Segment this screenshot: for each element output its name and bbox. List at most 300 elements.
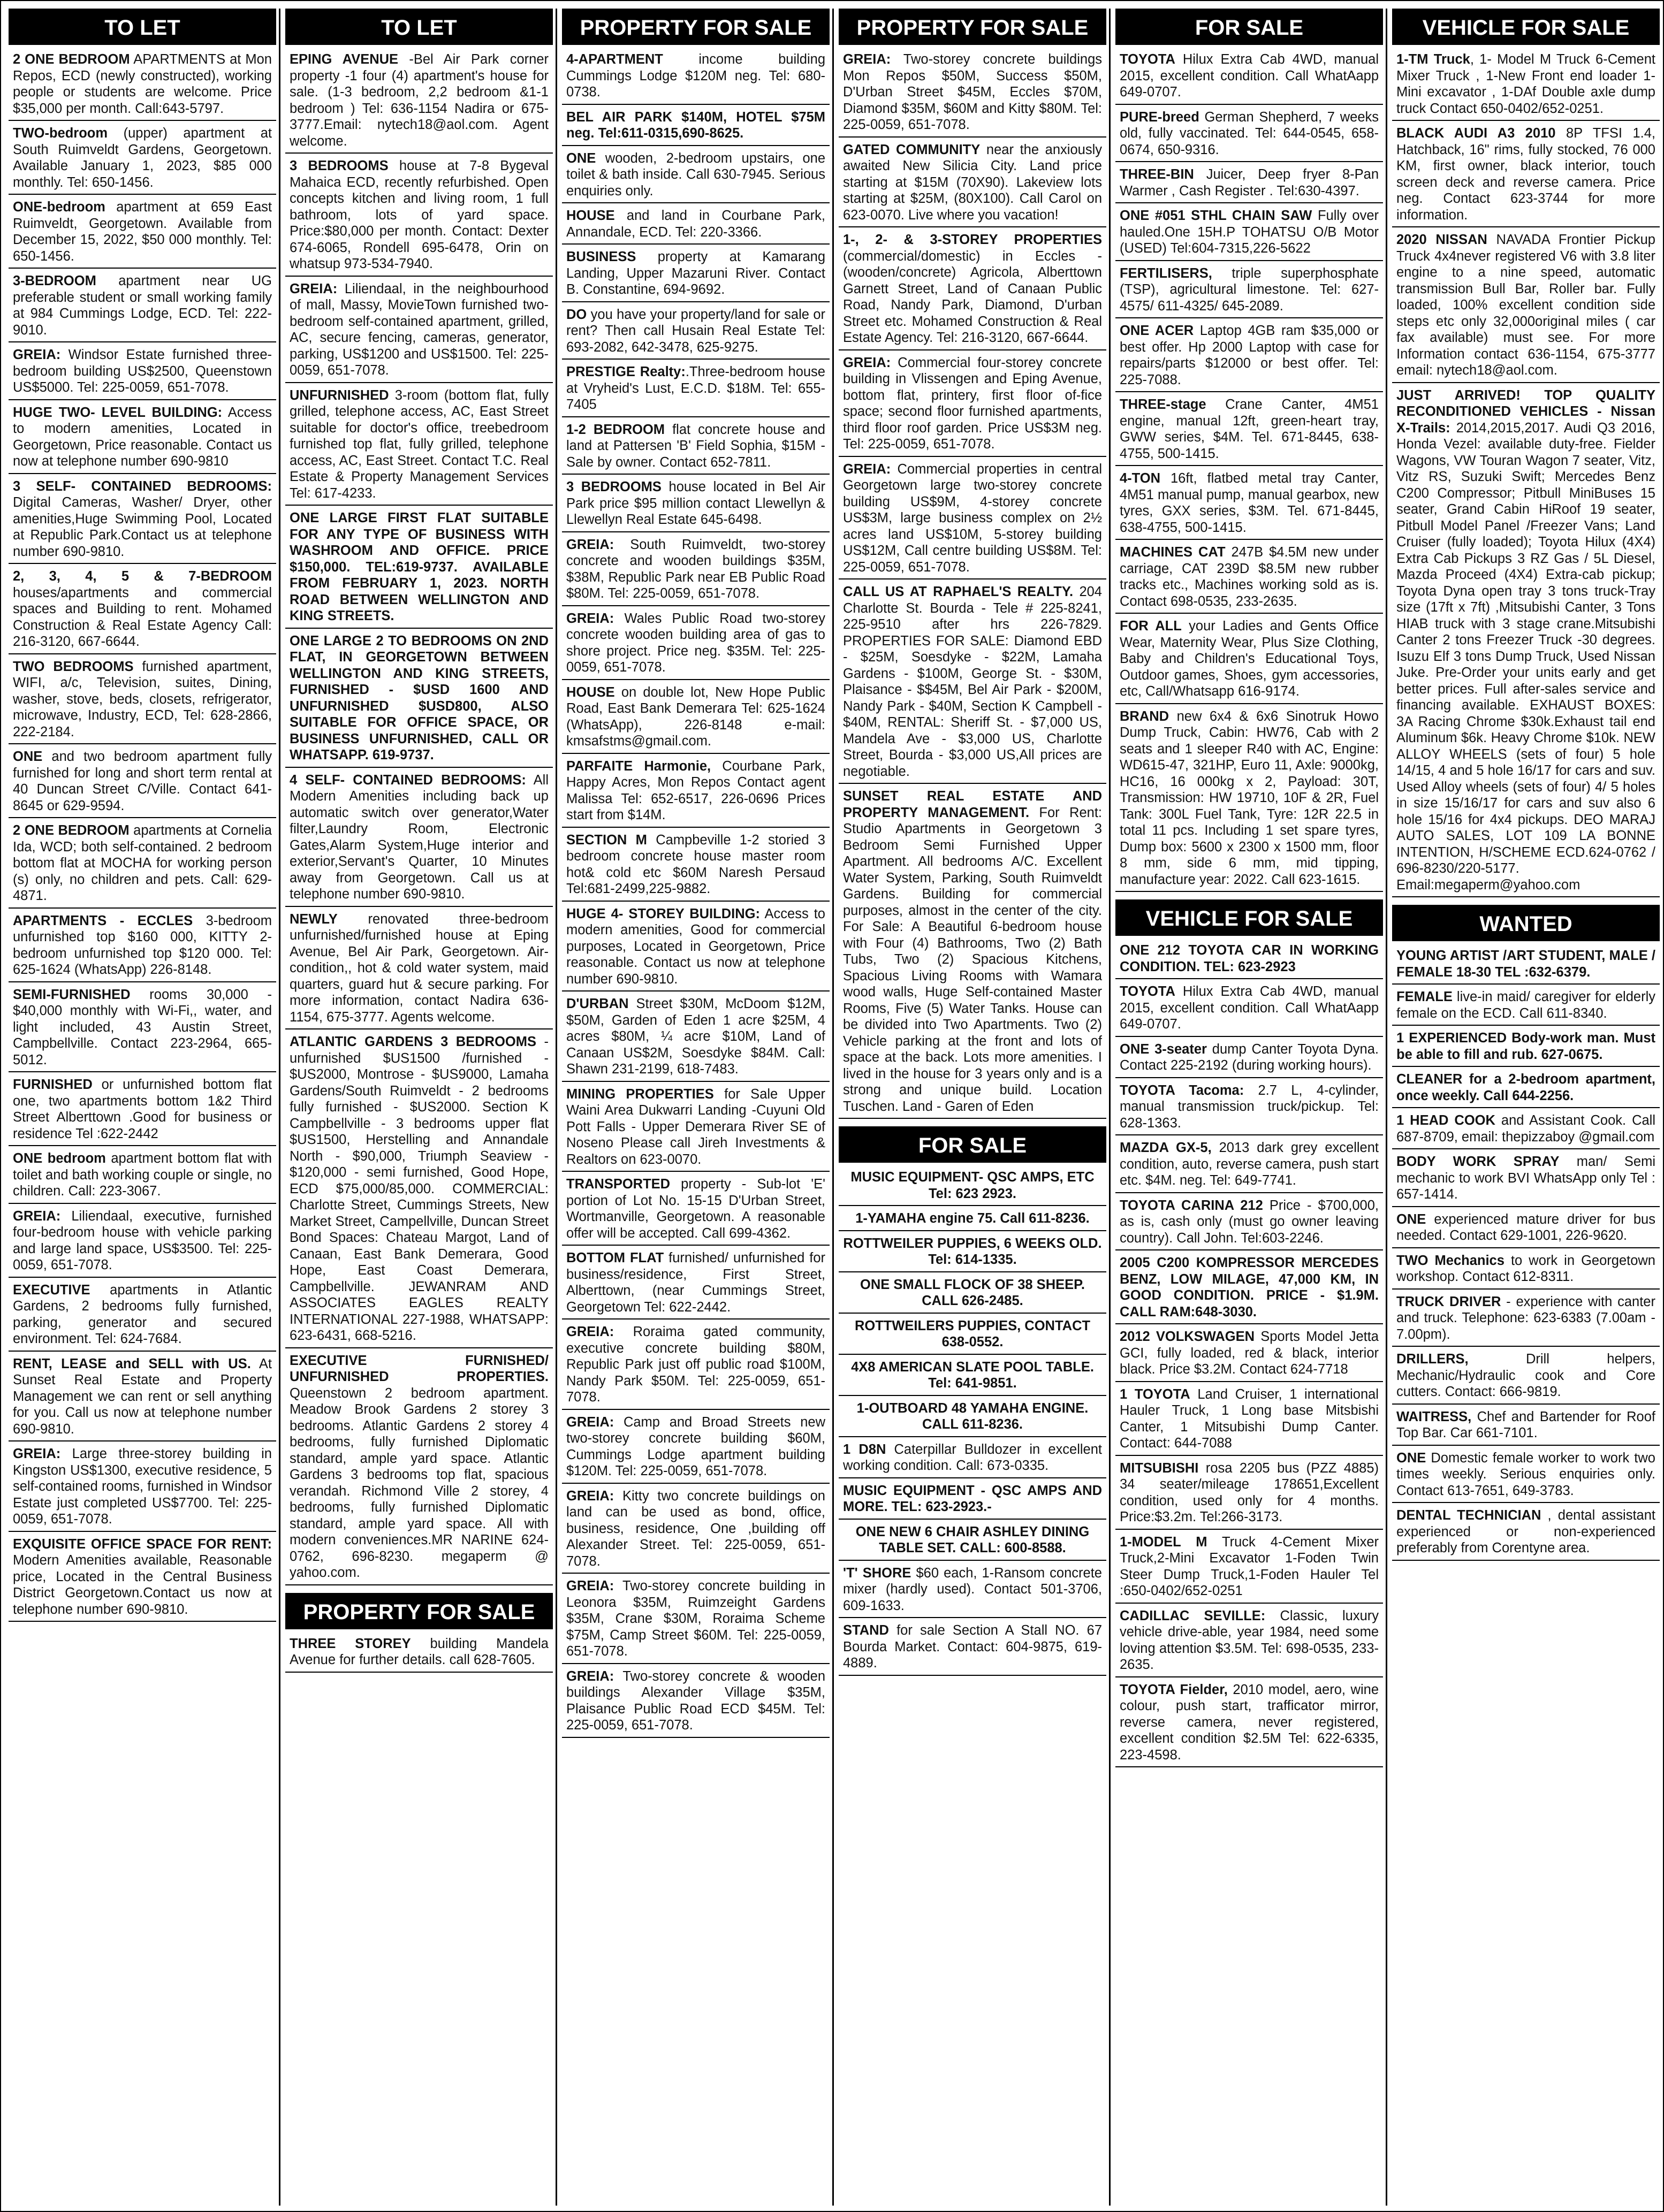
classified-ad bbox=[1115, 617, 1383, 704]
classified-ad bbox=[9, 50, 276, 121]
column-2 bbox=[285, 9, 553, 2206]
ad-text: Commercial properties in central Georgetown large two-storey concrete building US$9M, 4-storey concrete US$3M, large business complex on 2½ acres land US$10M, 5-storey building US$12M, Call centre building US$8M. Tel: 225-0059, 651-7078. bbox=[843, 461, 1102, 575]
classified-ad bbox=[839, 1399, 1106, 1437]
classified-ad bbox=[1115, 707, 1383, 893]
ad-lead: TOYOTA bbox=[1120, 984, 1175, 999]
ad-lead: EXECUTIVE bbox=[13, 1282, 90, 1298]
classified-ad bbox=[9, 403, 276, 474]
column-divider bbox=[1386, 9, 1387, 2206]
ad-text: Chef and Bartender for Roof Top Bar. Car 661-7101. bbox=[1396, 1409, 1655, 1440]
ad-lead: THREE-stage bbox=[1120, 397, 1206, 412]
ad-text: you have your property/land for sale or rent? Then call Husain Real Estate Tel: 693-2082, 642-3478, 625-9275. bbox=[566, 307, 825, 355]
ad-lead: EXQUISITE OFFICE SPACE FOR RENT: bbox=[13, 1536, 272, 1552]
ad-text: 2014,2015,2017. Audi Q3 2016, Honda Vezel: available duty-free. Fielder Wagons, VW Touran Wagon 7 seater, Vitz, Vitz RS, Suzuki Swift; Mercedes Benz C200 Compressor; Pitbull MiniBuses 15 seater, Grand Cabin HiRoof 19 seater, Pitbull Model Panel /Freezer Vans; Land Cruiser (fully loaded); Toyota Hilux (4X4) Extra Cab Pickups 3 RZ Gas / 5L Diesel, Mazda Proceed (4X4) Extra-cab pickup; Toyota Dyna open tray 3 tons truck-Tray size (17ft x 7ft) ,Mitsubishi Canter, 3 Tons HIAB truck with 3 stage crane.Mitsubishi Canter 2 tons Freezer Truck -30 degrees. Isuzu Elf 3 tons Dump Truck, Used Nissan Juke. Pre-Order your units early and get better prices. Full after-sales service and financing available. EXHAUST BOXES: 3A Racing Chrome $30k.Exhaust tail end Aluminum $6k. Heavy Chrome $10k. NEW ALLOY WHEELS (sets of four) 5 hole 14/15, 4 and 5 hole 16/17 for cars and suv. Used Alloy wheels (sets of four) 4/ 5 holes in size 15/16/17 for cars and suv also 6 hole 15/16 for 4x4 pickups. DEO MARAJ AUTO SALES, LOT 109 LA BONNE INTENTION, H/SCHEME ECD.624-0762 / 696-8230/220-5177. Email:megaperm@yahoo.com bbox=[1396, 420, 1655, 893]
classified-ad bbox=[562, 683, 830, 754]
ad-lead: MUSIC EQUIPMENT - QSC AMPS AND MORE. TEL: 623-2923.- bbox=[843, 1483, 1102, 1514]
classified-ad bbox=[839, 354, 1106, 457]
ad-lead: 3-BEDROOM bbox=[13, 273, 96, 288]
ad-text: income building Cummings Lodge $120M neg. Tel: 680-0738. bbox=[566, 52, 825, 100]
classified-ad bbox=[839, 583, 1106, 784]
ad-text: For Rent: Studio Apartments in Georgetown 3 Bedroom Semi Furnished Upper Apartment. All bedrooms A/C. Excellent Water System, Parking, South Ruimveldt Gardens. Building for commercial purposes, almost in the center of the city. For Sale: A Beautiful 6-bedroom house with Four (4) Bathrooms, Two (2) Bath Tubs, Two (2) Spacious Kitchens, Spacious Living Rooms with Wamara wood walls, Huge Self-contained Master Rooms, Five (5) Water Tanks. House can be divided into Two Apartments. Two (2) Vehicle parking at the front and lots of space at the back. Lots more amenities. I lived in the house for 3 years only and is a strong and unique build. Location Tuschen. Land - Garen of Eden bbox=[843, 805, 1102, 1114]
ad-text: 3-bedroom unfurnished top $160 000, KITTY 2-bedroom unfurnished top $120 000. Tel: 625-1624 (WhatsApp) 226-8148. bbox=[13, 913, 272, 977]
classified-ad bbox=[1392, 386, 1660, 898]
classified-ad bbox=[1392, 1449, 1660, 1504]
classified-ad bbox=[9, 747, 276, 818]
ad-lead: 1 HEAD COOK bbox=[1396, 1113, 1495, 1128]
ad-lead: THREE STOREY bbox=[290, 1636, 411, 1651]
ad-text: Caterpillar Bulldozer in excellent working condition. Call: 673-0335. bbox=[843, 1441, 1103, 1473]
classified-ad bbox=[1392, 1029, 1660, 1067]
ad-text: Sports Model Jetta GCI, fully loaded, red & black, interior black. Price $3.2M. Contact 624-7718 bbox=[1120, 1329, 1379, 1377]
classified-ad bbox=[9, 986, 276, 1073]
classified-ad bbox=[1115, 50, 1383, 105]
ad-lead: 2 ONE BEDROOM bbox=[13, 52, 130, 67]
classified-ad bbox=[9, 1076, 276, 1146]
classified-ad bbox=[1115, 1196, 1383, 1251]
ad-text: Two-storey concrete building in Leonora $35M, Ruimzeight Gardens $35M, Crane $30M, Roraima Scheme $75M, Camp Street $60M. Tel: 225-0059, 651-7078. bbox=[566, 1578, 825, 1659]
ad-text: Hilux Extra Cab 4WD, manual 2015, excellent condition. Call WhatAapp 649-0707. bbox=[1120, 52, 1379, 100]
classified-ad bbox=[839, 787, 1106, 1119]
classified-ad bbox=[9, 477, 276, 565]
classified-ad bbox=[9, 567, 276, 654]
ad-lead: GREIA: bbox=[566, 1414, 614, 1430]
ad-text: - experience with canter and truck. Telephone: 623-6383 (7.00am - 7.00pm). bbox=[1396, 1294, 1655, 1342]
classified-ad bbox=[285, 910, 553, 1030]
classified-ad bbox=[9, 198, 276, 269]
ad-text: Street $30M, McDoom $12M, $50M, Garden of Eden 1 acre $25M, 4 acres $80M, ¼ acre $10M, Land of Canaan US$2M, Soesdyke $84M. Call: Shawn 231-2199, 618-7483. bbox=[566, 996, 825, 1077]
ad-lead: ONE 212 TOYOTA CAR IN WORKING CONDITION. TEL: 623-2923 bbox=[1120, 943, 1379, 974]
classified-ad bbox=[1115, 1081, 1383, 1136]
ad-lead: FERTILISERS, bbox=[1120, 265, 1212, 281]
ad-text: apartment bottom flat with toilet and bath working couple or single, no children. Call: 223-3067. bbox=[13, 1151, 272, 1199]
ad-lead: 1 EXPERIENCED Body-work man. Must be able to fill and rub. 627-0675. bbox=[1396, 1031, 1655, 1062]
classified-ad bbox=[1115, 1607, 1383, 1677]
column-divider bbox=[279, 9, 280, 2206]
ad-lead: 3 BEDROOMS bbox=[290, 158, 389, 173]
ad-lead: GREIA: bbox=[843, 355, 891, 370]
ad-text: 3-room (bottom flat, fully grilled, telephone access, AC, East Street suitable for doctor's office, treebedroom furnished top flat, fully grilled, telephone access, AC, East Street. Contact T.C. Real Estate & Property Management Services Tel: 617-4233. bbox=[290, 387, 549, 501]
ad-lead: GREIA: bbox=[13, 347, 61, 362]
ad-text: Queenstown 2 bedroom apartment. Meadow Brook Gardens 2 storey 3 bedrooms. Atlantic Gardens 2 storey 4 bedrooms, fully furnished Diplomatic standard, ample yard space. Atlantic Gardens 3 bedrooms top flat, spacious verandah. Richmond Ville 2 storey, 4 bedrooms, fully furnished Diplomatic standard, ample yard space. All with modern conveniences.MR NARINE 624-0762, 696-8230. megaperm @ yahoo.com. bbox=[290, 1385, 549, 1580]
ad-lead: BRAND bbox=[1120, 708, 1169, 724]
ad-lead: BODY WORK SPRAY bbox=[1396, 1154, 1560, 1169]
classified-ad bbox=[1115, 1040, 1383, 1078]
ad-text: for Sale Upper Waini Area Dukwarri Landing -Cuyuni Old Pott Falls - Upper Demerara River SE of Noseno Please call Jireh Investments & Realtors on 623-0070. bbox=[566, 1086, 825, 1167]
ad-text: rooms 30,000 - $40,000 monthly with Wi-Fi,, water, and light included, 43 Austin Street, Campbellville. Contact 223-2964, 665-5012. bbox=[13, 987, 272, 1067]
classified-ad bbox=[1392, 50, 1660, 121]
ad-text: Windsor Estate furnished three-bedroom building US$2500, Queenstown US$5000. Tel: 225-0059, 651-7078. bbox=[13, 347, 272, 395]
ad-text: apartments in Atlantic Gardens, 2 bedrooms fully furnished, parking, generator and secured environment. Tel: 624-7684. bbox=[13, 1282, 272, 1346]
ad-text: your Ladies and Gents Office Wear, Maternity Wear, Plus Size Clothing, Baby and Children's Educational Toys, Outdoor games, Shoes, gym accessories, etc, Call/Whatsapp 616-9174. bbox=[1120, 619, 1379, 699]
classified-ad bbox=[9, 1207, 276, 1278]
ad-lead: GREIA: bbox=[566, 1488, 614, 1504]
classified-ad bbox=[562, 207, 830, 245]
ad-text: 247B $4.5M new under carriage, CAT 239D $8.5M new rubber tracks etc., Machines working sold as is. Contact 698-0535, 233-2635. bbox=[1120, 545, 1379, 609]
classified-ad bbox=[1392, 1408, 1660, 1446]
classified-ad bbox=[839, 141, 1106, 228]
ad-text: wooden, 2-bedroom upstairs, one toilet & bath inside. Call 630-7945. Serious enquiries only. bbox=[566, 150, 825, 199]
ad-lead: 4-APARTMENT bbox=[566, 52, 663, 67]
ad-lead: 4-TON bbox=[1120, 471, 1161, 486]
classified-ad bbox=[839, 231, 1106, 350]
classified-ad bbox=[9, 658, 276, 745]
classified-ad bbox=[285, 280, 553, 383]
classified-ad bbox=[839, 1358, 1106, 1396]
ad-text: Fully over hauled.One 15H.P TOHATSU O/B Motor (USED) Tel:604-7315,226-5622 bbox=[1120, 208, 1379, 256]
ad-text: property at Kamarang Landing, Upper Mazaruni River. Contact B. Constantine, 694-9692. bbox=[566, 249, 825, 297]
ad-lead: TOYOTA Tacoma: bbox=[1120, 1082, 1244, 1098]
ad-text: and Assistant Cook. Call 687-8709, email: thepizzaboy @gmail.com bbox=[1396, 1113, 1656, 1145]
ad-text: for sale Section A Stall NO. 67 Bourda Market. Contact: 604-9875, 619-4889. bbox=[843, 1623, 1102, 1671]
ad-lead: TRANSPORTED bbox=[566, 1177, 671, 1192]
classified-ad bbox=[839, 1482, 1106, 1520]
ad-lead: 1-YAMAHA engine 75. Call 611-8236. bbox=[855, 1211, 1090, 1226]
ad-lead: BOTTOM FLAT bbox=[566, 1250, 664, 1265]
ad-text: APARTMENTS at Mon Repos, ECD (newly constructed), working people or students are welcome. Price $35,000 per month. Call:643-5797. bbox=[13, 52, 272, 116]
ad-lead: GREIA: bbox=[843, 461, 891, 477]
ad-text: , 1- Model M Truck 6-Cement Mixer Truck , 1-New Front end loader 1-Mini excavator , 1-DAf Double axle dump truck Contact 650-0402/652-0251. bbox=[1396, 52, 1655, 116]
classified-ad bbox=[1115, 1459, 1383, 1530]
classified-ad bbox=[1115, 207, 1383, 261]
classified-ad bbox=[9, 124, 276, 195]
column-4 bbox=[839, 9, 1106, 2206]
classified-ad bbox=[562, 536, 830, 606]
ad-text: live-in maid/ caregiver for elderly female on the ECD. Call 611-8340. bbox=[1396, 989, 1655, 1021]
ad-lead: ATLANTIC GARDENS 3 BEDROOMS bbox=[290, 1034, 536, 1049]
ad-text: (commercial/domestic) in Eccles - (wooden/concrete) Agricola, Alberttown Garnett Street, Land of Canaan Public Road, Nandy Park, Diamond, D'urban Street etc. Mohamed Construction & Real Estate Agency. Tel: 216-3120, 667-6644. bbox=[843, 248, 1102, 345]
column-5 bbox=[1115, 9, 1383, 2206]
ad-text: .Three-bedroom house at Vryheid's Lust, E.C.D. $18M. Tel: 655-7405 bbox=[566, 364, 825, 412]
ad-lead: GREIA: bbox=[566, 1324, 614, 1339]
ad-text: Kitty two concrete buildings on land can be used as bond, office, business, residence, One ,building off Alexander Street. Tel: 225-0059, 651-7078. bbox=[566, 1488, 825, 1569]
classified-ad bbox=[562, 421, 830, 475]
classified-ad bbox=[9, 1355, 276, 1442]
classified-ad bbox=[285, 1033, 553, 1348]
ad-lead: ONE LARGE 2 TO BEDROOMS ON 2ND FLAT, IN GEORGETOWN BETWEEN WELLINGTON AND KING STREETS, FURNISHED - $USD 1600 AND UNFURNISHED $USD800, ALSO SUITABLE FOR OFFICE SPACE, OR BUSINESS UNFURNISHED, CALL OR WHATSAPP. 619-9737. bbox=[290, 633, 549, 762]
ad-text: Camp and Broad Streets new two-storey concrete building $60M, Cummings Lodge apartment building $120M. Tel: 225-0059, 651-7078. bbox=[566, 1414, 825, 1478]
ad-text: Courbane Park, Happy Acres, Mon Repos Contact agent Malissa Tel: 652-6517, 226-0696 Prices start from $14M. bbox=[566, 758, 825, 822]
ad-text: 204 Charlotte St. Bourda - Tele # 225-8241, 225-9510 after hrs 226-7829. PROPERTIES FOR SALE: Diamond EBD - $25M, Soesdyke - $22M, Lamaha Gardens - $100M, George St. - $30M, Plaisance - $$45M, Bel Air Park - $200M, Nandy Park - $40M, Section K Campbell - $40M, RENTAL: Sheriff St. - $7,000 US, Mandela Ave - $3,000 US, Charlotte Street, Bourda - $3,000 US,All prices are negotiable. bbox=[843, 584, 1102, 779]
ad-lead: MACHINES CAT bbox=[1120, 545, 1226, 560]
classified-ad bbox=[562, 248, 830, 302]
ad-lead: TOYOTA CARINA 212 bbox=[1120, 1197, 1263, 1213]
ad-lead: ONE bbox=[1396, 1450, 1426, 1466]
ad-lead: DRILLERS, bbox=[1396, 1352, 1469, 1367]
ad-lead: 1-MODEL M bbox=[1120, 1534, 1207, 1550]
ad-lead: ONE #051 STHL CHAIN SAW bbox=[1120, 208, 1312, 223]
ad-lead: ONE LARGE FIRST FLAT SUITABLE FOR ANY TYPE OF BUSINESS WITH WASHROOM AND OFFICE. PRICE $150,000. TEL:619-9737. AVAILABLE FROM FEBRUARY 1, 2023. NORTH ROAD BETWEEN WELLINGTON AND KING STREETS. bbox=[290, 510, 549, 623]
classified-ad bbox=[1392, 1210, 1660, 1248]
classified-ad bbox=[1392, 1506, 1660, 1561]
ad-text: flat concrete house and land at Pattersen 'B' Field Sophia, $15M - Sale by owner. Contact 652-7811. bbox=[566, 422, 825, 470]
ad-lead: 1 D8N bbox=[843, 1441, 886, 1457]
ad-lead: 1-, 2- & 3-STOREY PROPERTIES bbox=[843, 232, 1102, 247]
ad-text: Digital Cameras, Washer/ Dryer, other amenities,Huge Swimming Pool, Located at Republic Park.Contact us at telephone number 690-9810. bbox=[13, 495, 272, 559]
ad-lead: HUGE 4- STOREY BUILDING: bbox=[566, 906, 760, 921]
classified-ad bbox=[9, 1149, 276, 1204]
ad-text: Drill helpers, Mechanic/Hydraulic cook and Core cutters. Contact: 666-9819. bbox=[1396, 1352, 1655, 1399]
classified-ad bbox=[839, 1440, 1106, 1478]
ad-lead: PRESTIGE Realty: bbox=[566, 364, 686, 379]
ad-lead: MAZDA GX-5, bbox=[1120, 1140, 1212, 1155]
ad-lead: FEMALE bbox=[1396, 989, 1453, 1004]
ad-text: Large three-storey building in Kingston US$1300, executive residence, 5 self-contained rooms, furnished in Windsor Estate just completed US$7700. Tel: 225-0059, 651-7078. bbox=[13, 1446, 272, 1527]
classified-ad bbox=[285, 771, 553, 907]
ad-lead: APARTMENTS - ECCLES bbox=[13, 913, 193, 928]
ad-lead: 1 TOYOTA bbox=[1120, 1386, 1190, 1402]
ad-lead: TWO Mechanics bbox=[1396, 1253, 1505, 1268]
ad-lead: TWO BEDROOMS bbox=[13, 659, 134, 674]
ad-lead: THREE-BIN bbox=[1120, 167, 1194, 182]
ad-lead: 3 SELF- CONTAINED BEDROOMS: bbox=[13, 478, 272, 494]
ad-lead: BLACK AUDI A3 2010 bbox=[1396, 126, 1556, 141]
ad-text: apartments at Cornelia Ida, WCD; both self-contained. 2 bedroom bottom flat at MOCHA for working person (s) only, no children and pets. Call: 629-4871. bbox=[13, 823, 272, 903]
ad-text: renovated three-bedroom unfurnished/furnished house at Eping Avenue, Bel Air Park, Georgetown. Air-condition,, hot & cold water system, maid quarters, guard hut & secure parking. For more information, contact Nadira 636-1154, 675-3777. Agents welcome. bbox=[290, 911, 549, 1025]
ad-lead: RENT, LEASE and SELL with US. bbox=[13, 1356, 251, 1371]
ad-lead: 4 SELF- CONTAINED BEDROOMS: bbox=[290, 772, 526, 788]
ad-text: house at 7-8 Bygeval Mahaica ECD, recently refurbished. Open concepts kitchen and living room, 1 full bathroom, lots of yard space. Price:$80,000 per month. Contact: Dexter 674-6065, Rondell 695-6478, Orin on whatsup 973-534-7940. bbox=[290, 158, 549, 271]
ad-lead: DO bbox=[566, 307, 587, 322]
classified-ad bbox=[285, 50, 553, 154]
ad-lead: 3 BEDROOMS bbox=[566, 479, 662, 494]
classified-ad bbox=[1115, 108, 1383, 163]
ad-text: $60 each, 1-Ransom concrete mixer (hardly used). Contact 501-3706, 609-1633. bbox=[843, 1565, 1102, 1613]
classified-ad bbox=[562, 1249, 830, 1319]
classified-ad bbox=[9, 1445, 276, 1532]
section-heading: TO LET bbox=[285, 9, 553, 45]
classified-ad bbox=[562, 306, 830, 360]
classified-ad bbox=[1115, 264, 1383, 319]
ad-text: Price - $700,000, as is, cash only (must go owner leaving country). Call John. Tel:603-2246. bbox=[1120, 1197, 1379, 1246]
classified-ad bbox=[1115, 395, 1383, 466]
classified-ad bbox=[562, 478, 830, 532]
ad-lead: CLEANER for a 2-bedroom apartment, once weekly. Call 644-2256. bbox=[1396, 1072, 1655, 1103]
classified-ad bbox=[9, 912, 276, 982]
ad-text: , dental assistant experienced or non-experienced preferably from Corentyne area. bbox=[1396, 1508, 1656, 1555]
section-heading: PROPERTY FOR SALE bbox=[562, 9, 830, 45]
ad-lead: TOYOTA bbox=[1120, 52, 1175, 67]
ad-text: rosa 2205 bus (PZZ 4885) 34 seater/mileage 178651,Excellent condition, used only for 4 months. Price:$3.2m. Tel:266-3173. bbox=[1120, 1460, 1379, 1524]
column-1 bbox=[9, 9, 276, 2206]
ad-lead: BUSINESS bbox=[566, 249, 636, 264]
classified-ad bbox=[1392, 988, 1660, 1026]
section-heading: PROPERTY FOR SALE bbox=[285, 1593, 553, 1629]
ad-lead: 2012 VOLKSWAGEN bbox=[1120, 1329, 1255, 1344]
ad-text: triple superphosphate (TSP), agricultural limestone. Tel: 627-4575/ 611-4325/ 645-2089. bbox=[1120, 265, 1379, 314]
section-heading: TO LET bbox=[9, 9, 276, 45]
section-heading: VEHICLE FOR SALE bbox=[1392, 9, 1660, 45]
classified-ad bbox=[839, 460, 1106, 580]
ad-text: Roraima gated community, executive concrete building $80M, Republic Park just off public road $100M, Nandy Park $50M. Tel: 225-0059, 651-7078. bbox=[566, 1324, 825, 1405]
ad-lead: GREIA: bbox=[290, 281, 338, 296]
ad-text: 2.7 L, 4-cylinder, manual transmission truck/pickup. Tel: 628-1363. bbox=[1120, 1082, 1379, 1131]
ad-lead: TRUCK DRIVER bbox=[1396, 1294, 1501, 1309]
classified-ad bbox=[562, 1175, 830, 1246]
ad-lead: MITSUBISHI bbox=[1120, 1460, 1199, 1476]
column-divider bbox=[556, 9, 557, 2206]
ad-lead: FOR ALL bbox=[1120, 619, 1182, 634]
ad-text: and land in Courbane Park, Annandale, ECD. Tel: 220-3366. bbox=[566, 208, 825, 240]
classified-ad bbox=[562, 50, 830, 105]
ad-text: At Sunset Real Estate and Property Management we can rent or sell anything for you. Call us now at telephone number 690-9810. bbox=[13, 1356, 272, 1437]
ad-lead: JUST ARRIVED! TOP QUALITY RECONDITIONED VEHICLES - Nissan X-Trails: bbox=[1396, 387, 1655, 436]
ad-text: on double lot, New Hope Public Road, East Bank Demerara Tel: 625-1624 (WhatsApp), 226-8148 e-mail: kmsafstms@gmail.com. bbox=[566, 684, 825, 749]
ad-lead: PARFAITE Harmonie, bbox=[566, 758, 711, 774]
classified-ad bbox=[839, 1209, 1106, 1231]
ad-text: German Shepherd, 7 weeks old, fully vaccinated. Tel: 644-0545, 658-0674, 650-9316. bbox=[1120, 109, 1379, 157]
ad-text: property - Sub-lot 'E' portion of Lot No. 15-15 D'Urban Street, Wortmanville, Georgetown. A reasonable offer will be accepted. Call 699-4362. bbox=[566, 1177, 825, 1241]
ad-text: Domestic female worker to work two times weekly. Serious enquiries only. Contact 613-7651, 649-3783. bbox=[1396, 1450, 1655, 1498]
section-heading: PROPERTY FOR SALE bbox=[839, 9, 1106, 45]
ad-lead: GREIA: bbox=[566, 1578, 614, 1593]
classified-ad bbox=[562, 1323, 830, 1410]
classified-ad bbox=[839, 1168, 1106, 1206]
ad-text: furnished apartment, WIFI, a/c, Television, suites, Dining, washer, stove, beds, closets, refrigerator, microwave, Industry, ECD, Tel: 628-2866, 222-2184. bbox=[13, 659, 272, 739]
classified-ad bbox=[285, 509, 553, 629]
ad-text: Truck 4-Cement Mixer Truck,2-Mini Excavator 1-Foden Twin Steer Dump Truck,1-Foden Hauler Tel :650-0402/652-0251 bbox=[1120, 1534, 1379, 1598]
classified-ad bbox=[285, 1635, 553, 1673]
ad-text: Liliendaal, executive, furnished four-bedroom house with vehicle parking and large land space, US$3500. Tel: 225-0059, 651-7078. bbox=[13, 1208, 272, 1272]
classified-ad bbox=[1115, 322, 1383, 392]
ad-lead: WAITRESS, bbox=[1396, 1409, 1472, 1424]
classified-ad bbox=[1392, 1252, 1660, 1290]
ad-lead: ONE SMALL FLOCK OF 38 SHEEP. CALL 626-2485. bbox=[860, 1277, 1085, 1308]
ad-lead: CALL US AT RAPHAEL'S REALTY. bbox=[843, 584, 1074, 599]
ad-lead: GREIA: bbox=[843, 52, 891, 67]
ad-text: Classic, luxury vehicle drive-able, year 1984, need some loving attention $3.5M. Tel: 698-0535, 233-2635. bbox=[1120, 1608, 1379, 1672]
ad-text: new 6x4 & 6x6 Sinotruk Howo Dump Truck, Cabin: HW76, Cab with 2 seats and 1 sleeper R40 with AC, Engine: WD615-47, 321HP, Euro 11, Axle: 9000kg, HC16, 16 000kg x 2, Payload: 30T, Transmission: HW 19710, 10F & 2R, Fuel Tank: 300L Fuel Tank, Tyre: 12R 22.5 in total 11 pcs. Including 1 set spare tyres, Dump box: 5600 x 2300 x 1500 mm, floor 8 mm, side 6 mm, mid tipping, manufacture year: 2022. Call 623-1615. bbox=[1120, 708, 1379, 887]
column-3 bbox=[562, 9, 830, 2206]
ad-lead: GREIA: bbox=[566, 537, 614, 552]
ad-text: 2013 dark grey excellent condition, auto, reverse camera, push start etc. $4M. neg. Tel: 649-7741. bbox=[1120, 1140, 1379, 1188]
classified-ad bbox=[1115, 1385, 1383, 1456]
ad-text: Access to modern amenities, Located in Georgetown, Price reasonable. Contact us now at telephone number 690-9810 bbox=[13, 405, 272, 469]
ad-text: NAVADA Frontier Pickup Truck 4x4never registered V6 with 3.8 liter engine to a nine speed, automatic transmission Bull Bar, Roller bar. Fully loaded, 100% excellent condition side steps etc only 32,000original miles ( car fax available) must see. For more Information contact 636-1154, 675-3777 email: nytech18@aol.com. bbox=[1396, 232, 1655, 378]
ad-text: Crane Canter, 4M51 engine, manual 12ft, green-heart tray, GWW series, $4M. Tel. 671-8445, 638-4755, 500-1415. bbox=[1120, 397, 1379, 461]
ad-lead: GREIA: bbox=[566, 1668, 614, 1684]
classified-ad bbox=[1392, 1111, 1660, 1149]
classified-ad bbox=[562, 757, 830, 828]
ad-text: man/ Semi mechanic to work BVI WhatsApp only Tel : 657-1414. bbox=[1396, 1154, 1655, 1202]
classified-ad bbox=[562, 831, 830, 902]
classified-ad bbox=[1392, 124, 1660, 227]
ad-text: Juicer, Deep fryer 8-Pan Warmer , Cash Register . Tel:630-4397. bbox=[1120, 167, 1379, 199]
ad-text: and two bedroom apartment fully furnished for long and short term rental at 40 Duncan Street C/Ville. Contact 641-8645 or 629-9594. bbox=[13, 749, 272, 813]
ad-lead: MUSIC EQUIPMENT- QSC AMPS, ETC Tel: 623 2923. bbox=[850, 1170, 1095, 1201]
ad-lead: ONE bbox=[566, 150, 596, 166]
ad-lead: SECTION M bbox=[566, 832, 647, 848]
ad-lead: ONE ACER bbox=[1120, 323, 1194, 338]
classified-ad bbox=[1115, 1328, 1383, 1382]
ad-lead: GREIA: bbox=[13, 1446, 61, 1461]
classified-ad bbox=[562, 609, 830, 680]
classified-ad bbox=[1115, 1533, 1383, 1604]
ad-lead: HOUSE bbox=[566, 684, 615, 700]
ad-text: dump Canter Toyota Dyna. Contact 225-2192 (during working hours). bbox=[1120, 1041, 1379, 1073]
classified-ad bbox=[839, 1523, 1106, 1561]
ad-lead: 2, 3, 4, 5 & 7-BEDROOM bbox=[13, 569, 272, 584]
ad-lead: HUGE TWO- LEVEL BUILDING: bbox=[13, 405, 223, 420]
ad-lead: ONE bbox=[13, 749, 43, 764]
ad-lead: ROTTWEILER PUPPIES, 6 WEEKS OLD. Tel: 614-1335. bbox=[843, 1235, 1102, 1267]
ad-text: Commercial four-storey concrete building in Vlissengen and Eping Avenue, bottom flat, printery, first floor of-fice space; second floor furnished apartments, third floor roof garden. Price US$3M neg. Tel: 225-0059, 651-7078. bbox=[843, 355, 1102, 452]
ad-lead: 1-OUTBOARD 48 YAMAHA ENGINE. CALL 611-8236. bbox=[856, 1400, 1089, 1432]
classified-ad bbox=[1115, 982, 1383, 1037]
ad-text: 2010 model, aero, wine colour, push start, trafficator mirror, reverse camera, never registered, excellent condition $2.5M Tel: 622-6335, 223-4598. bbox=[1120, 1682, 1379, 1763]
ad-text: -Bel Air Park corner property -1 four (4) apartment's house for sale. (1-3 bedroom, 2,2 bedroom &1-1 bedroom ) Tel: 636-1154 Nadira or 675-3777.Email: nytech18@aol.com. Agent welcome. bbox=[290, 52, 549, 149]
ad-lead: 2020 NISSAN bbox=[1396, 232, 1487, 247]
classified-ad bbox=[9, 1535, 276, 1622]
ad-text: Wales Public Road two-storey concrete wooden building area of gas to shore project. Price neg. $35M. Tel: 225-0059, 651-7078. bbox=[566, 611, 825, 675]
ad-lead: YOUNG ARTIST /ART STUDENT, MALE / FEMALE 18-30 TEL :632-6379. bbox=[1396, 948, 1655, 980]
ad-text: apartment near UG preferable student or small working family at 984 Cummings Lodge, ECD. Tel: 222-9010. bbox=[13, 273, 272, 338]
ad-text: Access to modern amenities, Good for commercial purposes, Located in Georgetown, Price reasonable. Contact us now at telephone number 690-9810. bbox=[566, 906, 825, 987]
ad-text: furnished/ unfurnished for business/residence, First Street, Alberttown, (near Cummings Street, Georgetown Tel: 622-2442. bbox=[566, 1250, 825, 1315]
ad-lead: CADILLAC SEVILLE: bbox=[1120, 1608, 1266, 1623]
classified-ad bbox=[562, 1487, 830, 1574]
section-heading: FOR SALE bbox=[1115, 9, 1383, 45]
ad-lead: 4X8 AMERICAN SLATE POOL TABLE. Tel: 641-9851. bbox=[851, 1359, 1094, 1391]
classified-ad bbox=[562, 995, 830, 1082]
column-divider bbox=[832, 9, 834, 2206]
classified-ad bbox=[562, 363, 830, 417]
classified-ad bbox=[9, 1281, 276, 1352]
classified-ad bbox=[9, 821, 276, 909]
ad-text: Land Cruiser, 1 international Hauler Truck, 1 Long base Mitsbishi Canter, 1 Mitsubishi Dump Canter. Contact: 644-7088 bbox=[1120, 1386, 1379, 1451]
ad-lead: ONE bedroom bbox=[13, 1151, 106, 1166]
ad-lead: GATED COMMUNITY bbox=[843, 142, 981, 157]
ad-lead: MINING PROPERTIES bbox=[566, 1086, 714, 1102]
classified-ad bbox=[1392, 1350, 1660, 1405]
classified-ad bbox=[1115, 941, 1383, 979]
ad-lead: ONE 3-seater bbox=[1120, 1041, 1207, 1057]
ad-text: 16ft, flatbed metal tray Canter, 4M51 manual pump, manual gearbox, new tyres, GXX series, $3M. Tel. 671-8445, 638-4755, 500-1415. bbox=[1120, 471, 1379, 535]
ad-text: Two-storey concrete buildings Mon Repos $50M, Success $50M, D'Urban Street $45M, Eccles $70M, Diamond $35M, $60M and Kitty $80M. Tel: 225-0059, 651-7078. bbox=[843, 52, 1102, 132]
ad-lead: 1-2 BEDROOM bbox=[566, 422, 665, 437]
ad-text: Liliendaal, in the neighbourhood of mall, Massy, MovieTown furnished two-bedroom self-contained apartment, grilled, AC, secure fencing, cameras, generator, parking, US$1200 and US$1500. Tel: 225-0059, 651-7078. bbox=[290, 281, 549, 378]
ad-text: apartment at 659 East Ruimveldt, Georgetown. Available from December 15, 2022, $50 000 monthly. Tel: 650-1456. bbox=[13, 200, 272, 264]
ad-lead: 'T' SHORE bbox=[843, 1565, 911, 1581]
ad-text: near the anxiously awaited New Silicia City. Land price starting at $15M (70X90). Lakeview lots starting at $25M, (80X100). Call Carol on 623-0070. Live where you vacation! bbox=[843, 142, 1102, 223]
classified-ad bbox=[839, 1276, 1106, 1314]
ad-lead: EPING AVENUE bbox=[290, 52, 399, 67]
classified-ad bbox=[839, 1317, 1106, 1355]
classified-ad bbox=[562, 149, 830, 204]
section-heading: WANTED bbox=[1392, 905, 1660, 941]
classified-ad bbox=[1392, 1070, 1660, 1108]
ad-lead: 1-TM Truck bbox=[1396, 52, 1470, 67]
ad-lead: ONE bbox=[1396, 1211, 1426, 1227]
classified-ad bbox=[562, 1577, 830, 1664]
ad-lead: EXECUTIVE FURNISHED/ UNFURNISHED PROPERTIES. bbox=[290, 1353, 549, 1384]
ad-lead: DENTAL TECHNICIAN bbox=[1396, 1508, 1541, 1523]
classified-ad bbox=[1115, 1139, 1383, 1193]
classified-ad bbox=[1392, 1293, 1660, 1347]
ad-lead: PURE-breed bbox=[1120, 109, 1199, 125]
ad-lead: BEL AIR PARK $140M, HOTEL $75M neg. Tel:611-0315,690-8625. bbox=[566, 109, 825, 141]
classified-ad bbox=[1115, 1681, 1383, 1768]
ad-lead: SEMI-FURNISHED bbox=[13, 987, 131, 1002]
ad-text: (upper) apartment at South Ruimveldt Gardens, Georgetown. Available January 1, 2023, $85 000 monthly. Tel: 650-1456. bbox=[13, 126, 272, 190]
ad-text: to work in Georgetown workshop. Contact 612-8311. bbox=[1396, 1253, 1655, 1284]
classified-ad bbox=[1392, 1153, 1660, 1207]
classified-ad bbox=[285, 1352, 553, 1585]
ad-lead: STAND bbox=[843, 1623, 889, 1638]
classified-ad bbox=[562, 1085, 830, 1172]
ad-lead: ONE-bedroom bbox=[13, 200, 105, 215]
ad-lead: UNFURNISHED bbox=[290, 387, 389, 403]
ad-lead: SUNSET REAL ESTATE AND PROPERTY MANAGEMENT. bbox=[843, 789, 1102, 820]
